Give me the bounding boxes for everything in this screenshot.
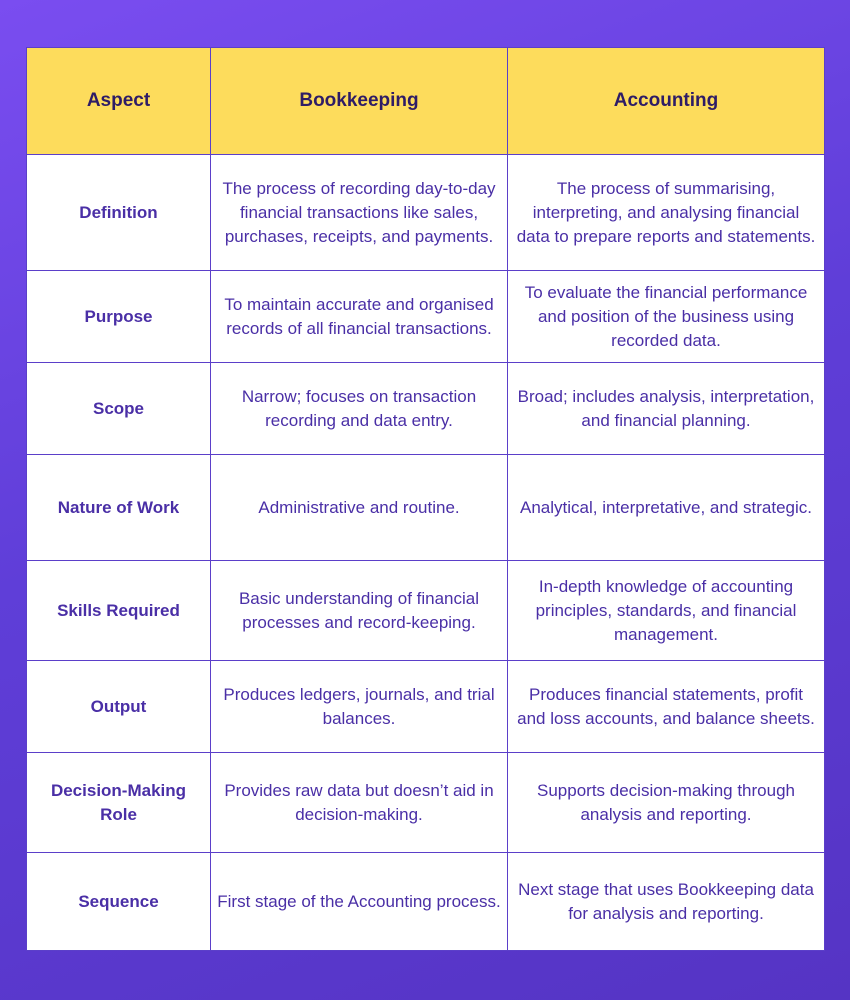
row-bookkeeping: The process of recording day-to-day financial transactions like sales, purchases, receipts, and payments. <box>211 155 508 271</box>
comparison-table <box>26 47 825 951</box>
row-aspect: Definition <box>27 155 211 271</box>
row-bookkeeping: First stage of the Accounting process. <box>211 853 508 951</box>
row-aspect: Output <box>27 661 211 753</box>
table-row <box>27 155 825 271</box>
table-row <box>27 661 825 753</box>
row-bookkeeping: Produces ledgers, journals, and trial balances. <box>211 661 508 753</box>
row-aspect: Purpose <box>27 271 211 363</box>
row-aspect: Skills Required <box>27 561 211 661</box>
header-bookkeeping: Bookkeeping <box>211 48 508 155</box>
row-bookkeeping: To maintain accurate and organised records of all financial transactions. <box>211 271 508 363</box>
row-aspect: Nature of Work <box>27 455 211 561</box>
row-bookkeeping: Administrative and routine. <box>211 455 508 561</box>
row-aspect: Decision-Making Role <box>27 753 211 853</box>
row-accounting: To evaluate the financial performance and position of the business using recorded data. <box>508 271 825 363</box>
header-accounting: Accounting <box>508 48 825 155</box>
row-accounting: Next stage that uses Bookkeeping data for analysis and reporting. <box>508 853 825 951</box>
header-aspect: Aspect <box>27 48 211 155</box>
table-row <box>27 363 825 455</box>
row-bookkeeping: Narrow; focuses on transaction recording and data entry. <box>211 363 508 455</box>
row-aspect: Scope <box>27 363 211 455</box>
table-header-row <box>27 48 825 155</box>
row-accounting: Supports decision-making through analysis and reporting. <box>508 753 825 853</box>
row-accounting: Analytical, interpretative, and strategic. <box>508 455 825 561</box>
table-row <box>27 753 825 853</box>
table-row <box>27 853 825 951</box>
row-bookkeeping: Provides raw data but doesn’t aid in decision-making. <box>211 753 508 853</box>
row-accounting: In-depth knowledge of accounting principles, standards, and financial management. <box>508 561 825 661</box>
row-accounting: Produces financial statements, profit and loss accounts, and balance sheets. <box>508 661 825 753</box>
table-row <box>27 455 825 561</box>
row-bookkeeping: Basic understanding of financial processes and record-keeping. <box>211 561 508 661</box>
table-row <box>27 561 825 661</box>
row-accounting: Broad; includes analysis, interpretation, and financial planning. <box>508 363 825 455</box>
comparison-table-container <box>26 47 824 951</box>
table-row <box>27 271 825 363</box>
row-aspect: Sequence <box>27 853 211 951</box>
row-accounting: The process of summarising, interpreting, and analysing financial data to prepare reports and statements. <box>508 155 825 271</box>
